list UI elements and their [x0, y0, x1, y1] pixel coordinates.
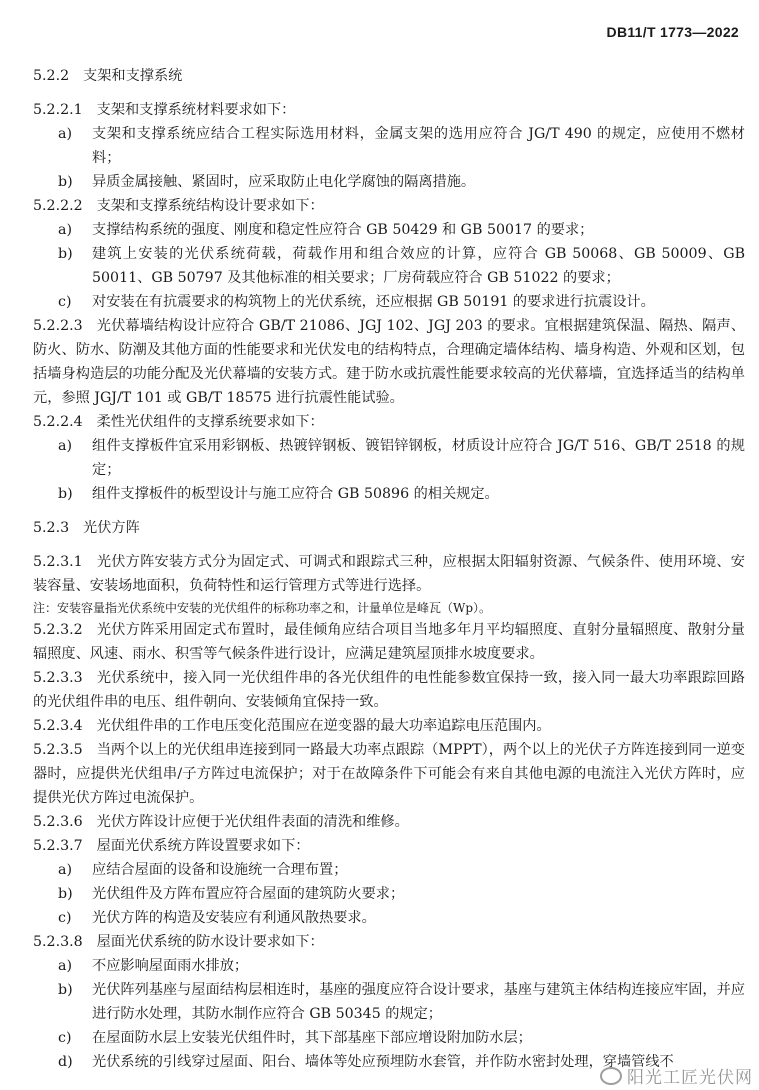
clause-text: 屋面光伏系统的防水设计要求如下：: [96, 934, 324, 950]
clause-text: 柔性光伏组件的支撑系统要求如下：: [96, 414, 324, 430]
list-item-text: 组件支撑板件的板型设计与施工应符合 GB 50896 的相关规定。: [92, 486, 499, 502]
clause-paragraph: [33, 314, 745, 410]
clause-number: 5.2.3.8: [33, 934, 83, 950]
clause-text: 支架和支撑系统材料要求如下：: [96, 102, 296, 118]
clause-paragraph: [33, 930, 745, 954]
list-item: [33, 1026, 745, 1050]
list-item-text: 光伏系统的引线穿过屋面、阳台、墙体等处应预埋防水套管，并作防水密封处理，穿墙管线不: [92, 1054, 674, 1070]
list-marker: b): [58, 174, 73, 190]
list-marker: d): [58, 1054, 73, 1070]
clause-text: 光伏组件串的工作电压变化范围应在逆变器的最大功率追踪电压范围内。: [96, 718, 551, 734]
list-item-text: 异质金属接触、紧固时，应采取防止电化学腐蚀的隔离措施。: [92, 174, 476, 190]
clause-text: 屋面光伏系统方阵设置要求如下：: [96, 838, 310, 854]
list-item-text: 光伏方阵的构造及安装应有利通风散热要求。: [92, 910, 376, 926]
clause-text: 光伏幕墙结构设计应符合 GB/T 21086、JGJ 102、JGJ 203 的要求。宜根据建筑保温、隔热、隔声、防火、防水、防潮及其他方面的性能要求和光伏发电的结构特点，合理确定墙体结构、墙身构造、外观和区划，包括墙身构造层的功能分配及光伏幕墙的安装方式。建于防水或抗震性能要求较高的光伏幕墙，宜选择适当的结构单元，参照 JGJ/T 101 或 GB/T 18575 进行抗震性能试验。: [33, 318, 745, 406]
section-heading: [33, 516, 745, 540]
list-item: [33, 170, 745, 194]
list-item: [33, 218, 745, 242]
clause-text: 支架和支撑系统结构设计要求如下：: [96, 198, 324, 214]
list-item: [33, 482, 745, 506]
list-item: [33, 978, 745, 1026]
clause-number: 5.2.3.1: [33, 554, 83, 570]
clause-paragraph: [33, 618, 745, 666]
clause-number: 5.2.2.4: [33, 414, 83, 430]
clause-paragraph: [33, 194, 745, 218]
list-marker: a): [58, 958, 72, 974]
watermark-text: 阳光工匠光伏网: [627, 1068, 753, 1088]
clause-text: 当两个以上的光伏组串连接到同一路最大功率点跟踪（MPPT），两个以上的光伏子方阵连接到同一逆变器时，应提供光伏组串/子方阵过电流保护；对于在故障条件下可能会有来自其他电源的电流注入光伏方阵时，应提供光伏方阵过电流保护。: [33, 742, 745, 806]
clause-number: 5.2.3.5: [33, 742, 83, 758]
section-number: 5.2.2: [33, 68, 70, 84]
clause-number: 5.2.3.3: [33, 670, 83, 686]
section-heading: [33, 64, 745, 88]
list-item: [33, 906, 745, 930]
list-item-text: 光伏组件及方阵布置应符合屋面的建筑防火要求；: [92, 886, 405, 902]
list-marker: a): [58, 222, 72, 238]
clause-paragraph: [33, 550, 745, 598]
list-marker: a): [58, 126, 72, 142]
list-item-text: 支撑结构系统的强度、刚度和稳定性应符合 GB 50429 和 GB 50017 的要求；: [92, 222, 594, 238]
section-title: 光伏方阵: [83, 520, 140, 536]
list-item-text: 对安装在有抗震要求的构筑物上的光伏系统，还应根据 GB 50191 的要求进行抗震设计。: [92, 294, 655, 310]
watermark: [600, 1063, 753, 1088]
list-item: [33, 242, 745, 290]
list-item-text: 不应影响屋面雨水排放；: [92, 958, 249, 974]
clause-text: 光伏方阵设计应便于光伏组件表面的清洗和维修。: [96, 814, 409, 830]
list-marker: b): [58, 486, 73, 502]
clause-number: 5.2.3.2: [33, 622, 83, 638]
list-item: [33, 434, 745, 482]
clause-paragraph: [33, 714, 745, 738]
list-marker: b): [58, 886, 73, 902]
clause-paragraph: [33, 98, 745, 122]
clause-paragraph: [33, 738, 745, 810]
list-item-text: 在屋面防水层上安装光伏组件时，其下部基座下部应增设附加防水层；: [92, 1030, 532, 1046]
section-number: 5.2.3: [33, 520, 70, 536]
list-marker: a): [58, 438, 72, 454]
list-marker: b): [58, 982, 73, 998]
clause-text: 光伏方阵安装方式分为固定式、可调式和跟踪式三种，应根据太阳辐射资源、气候条件、使用环境、安装容量、安装场地面积，负荷特性和运行管理方式等进行选择。: [33, 554, 745, 594]
list-item-text: 组件支撑板件宜采用彩钢板、热镀锌钢板、镀铝锌钢板，材质设计应符合 JG/T 516、GB/T 2518 的规定；: [92, 438, 745, 478]
clause-number: 5.2.3.7: [33, 838, 83, 854]
clause-paragraph: [33, 666, 745, 714]
clause-number: 5.2.2.2: [33, 198, 83, 214]
clause-number: 5.2.3.4: [33, 718, 83, 734]
section-title: 支架和支撑系统: [83, 68, 183, 84]
list-marker: c): [58, 910, 72, 926]
list-item-text: 光伏阵列基座与屋面结构层相连时，基座的强度应符合设计要求，基座与建筑主体结构连接应牢固，并应进行防水处理，其防水制作应符合 GB 50345 的规定；: [92, 982, 745, 1022]
document-code: DB11/T 1773—2022: [606, 24, 739, 40]
section-gap: [33, 506, 745, 516]
clause-text: 光伏方阵采用固定式布置时，最佳倾角应结合项目当地多年月平均辐照度、直射分量辐照度、散射分量辐照度、风速、雨水、积雪等气候条件进行设计，应满足建筑屋顶排水坡度要求。: [33, 622, 745, 662]
clause-paragraph: [33, 410, 745, 434]
list-item: [33, 858, 745, 882]
document-body: [33, 64, 745, 1074]
list-item-text: 支架和支撑系统应结合工程实际选用材料，金属支架的选用应符合 JG/T 490 的规定，应使用不燃材料；: [92, 126, 745, 166]
list-item: [33, 290, 745, 314]
list-item-text: 建筑上安装的光伏系统荷载，荷载作用和组合效应的计算，应符合 GB 50068、GB 50009、GB 50011、GB 50797 及其他标准的相关要求；厂房荷载应符合 GB 51022 的要求；: [92, 246, 745, 286]
note-text: 注：安装容量指光伏系统中安装的光伏组件的标称功率之和，计量单位是峰瓦（Wp）。: [33, 601, 492, 615]
list-item: [33, 882, 745, 906]
list-marker: b): [58, 246, 73, 262]
clause-number: 5.2.2.3: [33, 318, 83, 334]
wechat-icon: [600, 1067, 622, 1085]
list-marker: c): [58, 294, 72, 310]
clause-number: 5.2.3.6: [33, 814, 83, 830]
clause-paragraph: [33, 834, 745, 858]
list-item: [33, 954, 745, 978]
list-item-text: 应结合屋面的设备和设施统一合理布置；: [92, 862, 348, 878]
list-marker: c): [58, 1030, 72, 1046]
clause-number: 5.2.2.1: [33, 102, 83, 118]
clause-text: 光伏系统中，接入同一光伏组件串的各光伏组件的电性能参数宜保持一致，接入同一最大功率跟踪回路的光伏组件串的电压、组件朝向、安装倾角宜保持一致。: [33, 670, 745, 710]
list-marker: a): [58, 862, 72, 878]
clause-paragraph: [33, 810, 745, 834]
list-item: [33, 122, 745, 170]
